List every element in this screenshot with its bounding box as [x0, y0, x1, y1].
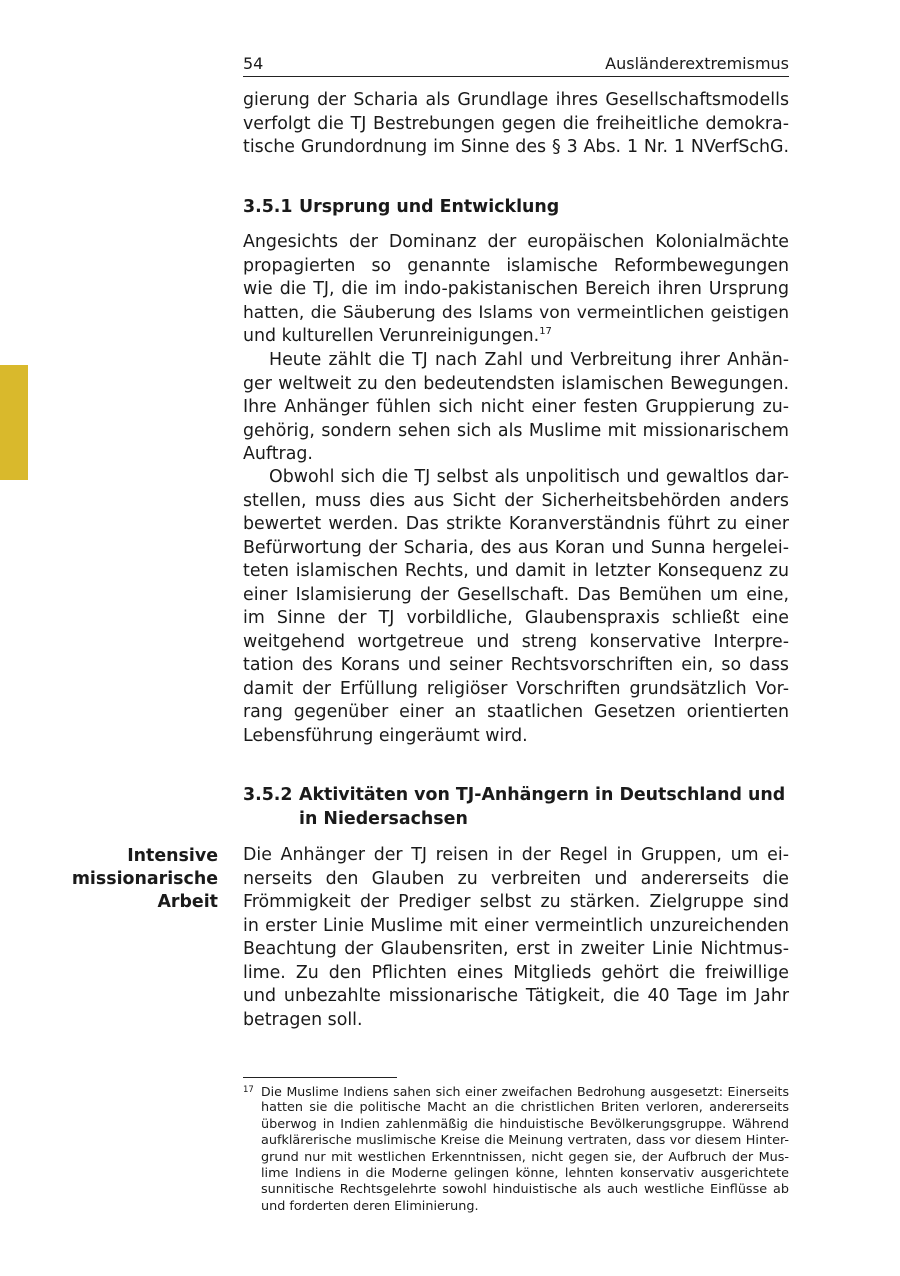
text-line: Angesichts der Dominanz der europäischen Kolonialmächte [243, 232, 789, 252]
footnote-number: 17 [243, 1085, 254, 1095]
margin-note-line: Intensive [127, 846, 218, 866]
running-header [243, 52, 789, 77]
section-title-continued: in Niedersachsen [299, 808, 468, 829]
margin-note-line: Arbeit [157, 892, 218, 912]
text-line: Die Anhänger der TJ reisen in der Regel in Gruppen, um ei- [243, 845, 789, 865]
footnote [243, 1084, 789, 1215]
text-line: ger weltweit zu den bedeutendsten islamischen Bewegungen. [243, 373, 789, 394]
section-title: Ursprung und Entwicklung [299, 197, 560, 217]
footnote-body [261, 1084, 789, 1215]
text-line: tische Grundordnung im Sinne des § 3 Abs. 1 Nr. 1 NVerfSchG. [243, 137, 789, 157]
text-line: propagierten so genannte islamische Reformbewegungen [243, 255, 789, 276]
text-line: Obwohl sich die TJ selbst als unpolitisch und gewaltlos dar- [269, 467, 789, 487]
text-line: tation des Korans und seiner Rechtsvorschriften ein, so dass [243, 655, 789, 675]
text-line: teten islamischen Rechts, und damit in letzter Konsequenz zu [243, 561, 789, 581]
section-heading-3-5-2 [243, 784, 789, 831]
text-line: betragen soll. [243, 1009, 363, 1030]
section-number: 3.5.2 [243, 785, 293, 805]
text-line: bewertet werden. Das strikte Koranverständnis führt zu einer [243, 514, 789, 534]
text-line: in erster Linie Muslime mit einer vermeintlich unzureichenden [243, 915, 789, 936]
text-line: gierung der Scharia als Grundlage ihres Gesellschaftsmodells [243, 90, 789, 110]
text-line: verfolgt die TJ Bestrebungen gegen die freiheitliche demokra- [243, 113, 789, 134]
footnote-line: aufklärerische muslimische Kreise die Meinung vertraten, dass vor diesem Hinter- [261, 1133, 789, 1149]
text-line: und unbezahlte missionarische Tätigkeit, die 40 Tage im Jahr [243, 986, 789, 1006]
section-title: Aktivitäten von TJ-Anhängern in Deutschland und [299, 785, 786, 805]
page-number: 54 [243, 54, 264, 73]
footnote-reference: 17 [539, 326, 552, 338]
intro-paragraph [243, 89, 789, 160]
text-line: gehörig, sondern sehen sich als Muslime mit missionarischem [243, 420, 789, 441]
text-line: rang gegenüber einer an staatlichen Gesetzen orientierten [243, 702, 789, 722]
text-line: lime. Zu den Pflichten eines Mitglieds gehört die freiwillige [243, 962, 789, 983]
footnote-line: Die Muslime Indiens sahen sich einer zweifachen Bedrohung ausgesetzt: Einerseits [261, 1084, 789, 1099]
section-heading-line [243, 784, 789, 808]
text-line: nerseits den Glauben zu verbreiten und andererseits die [243, 868, 789, 889]
text-line: Ihre Anhänger fühlen sich nicht einer festen Gruppierung zu- [243, 397, 789, 417]
text-line: Lebensführung eingeräumt wird. [243, 725, 528, 746]
text-line: Befürwortung der Scharia, des aus Koran und Sunna hergelei- [243, 537, 789, 558]
text-line: stellen, muss dies aus Sicht der Sicherheitsbehörden anders [243, 490, 789, 511]
footnote-line: überwog in Indien zahlenmäßig die hinduistische Bevölkerungsgruppe. Während [261, 1116, 789, 1132]
paragraph [243, 844, 789, 1032]
chapter-title: Ausländerextremismus [605, 54, 789, 73]
footnote-line: sunnitische Rechtsgelehrte sowohl hinduistische als auch westliche Einflüsse ab [261, 1182, 789, 1198]
text-line: wie die TJ, die im indo-pakistanischen Bereich ihren Ursprung [243, 279, 789, 299]
paragraph [243, 466, 789, 748]
footnote-line: grund nur mit westlichen Erkenntnissen, nicht gegen sie, der Aufbruch der Mus- [261, 1149, 789, 1165]
section-number: 3.5.1 [243, 197, 293, 217]
text-line: im Sinne der TJ vorbildliche, Glaubenspraxis schließt eine [243, 608, 789, 628]
text-line: Frömmigkeit der Prediger selbst zu stärken. Zielgruppe sind [243, 892, 789, 912]
footnote-line: hatten sie die politische Macht an die christlichen Briten verloren, andererseits [261, 1100, 789, 1116]
footnote-line: lime Indiens in die Moderne gelingen könne, lehnten konservativ ausgerichtete [261, 1165, 789, 1181]
text-line [243, 325, 789, 349]
text-line: hatten, die Säuberung des Islams von vermeintlichen geistigen [243, 302, 789, 323]
margin-note [72, 845, 218, 914]
footnote-rule [243, 1077, 397, 1078]
margin-note-line: missionarische [71, 869, 218, 889]
text-line: weitgehend wortgetreue und streng konservative Interpre- [243, 631, 789, 652]
text-line: Auftrag. [243, 444, 313, 464]
text-line: einer Islamisierung der Gesellschaft. Das Bemühen um eine, [243, 584, 789, 605]
footnote-line: und forderten deren Eliminierung. [261, 1198, 479, 1214]
text-line: damit der Erfüllung religiöser Vorschriften grundsätzlich Vor- [243, 678, 789, 699]
text-line: Heute zählt die TJ nach Zahl und Verbreitung ihrer Anhän- [269, 350, 789, 370]
paragraph [243, 231, 789, 349]
text-line-content: und kulturellen Verunreinigungen. [243, 326, 540, 346]
section-heading-3-5-1 [243, 196, 789, 220]
text-line: Beachtung der Glaubensriten, erst in zweiter Linie Nichtmus- [243, 939, 789, 959]
chapter-tab-marker [0, 365, 28, 480]
paragraph [243, 349, 789, 467]
